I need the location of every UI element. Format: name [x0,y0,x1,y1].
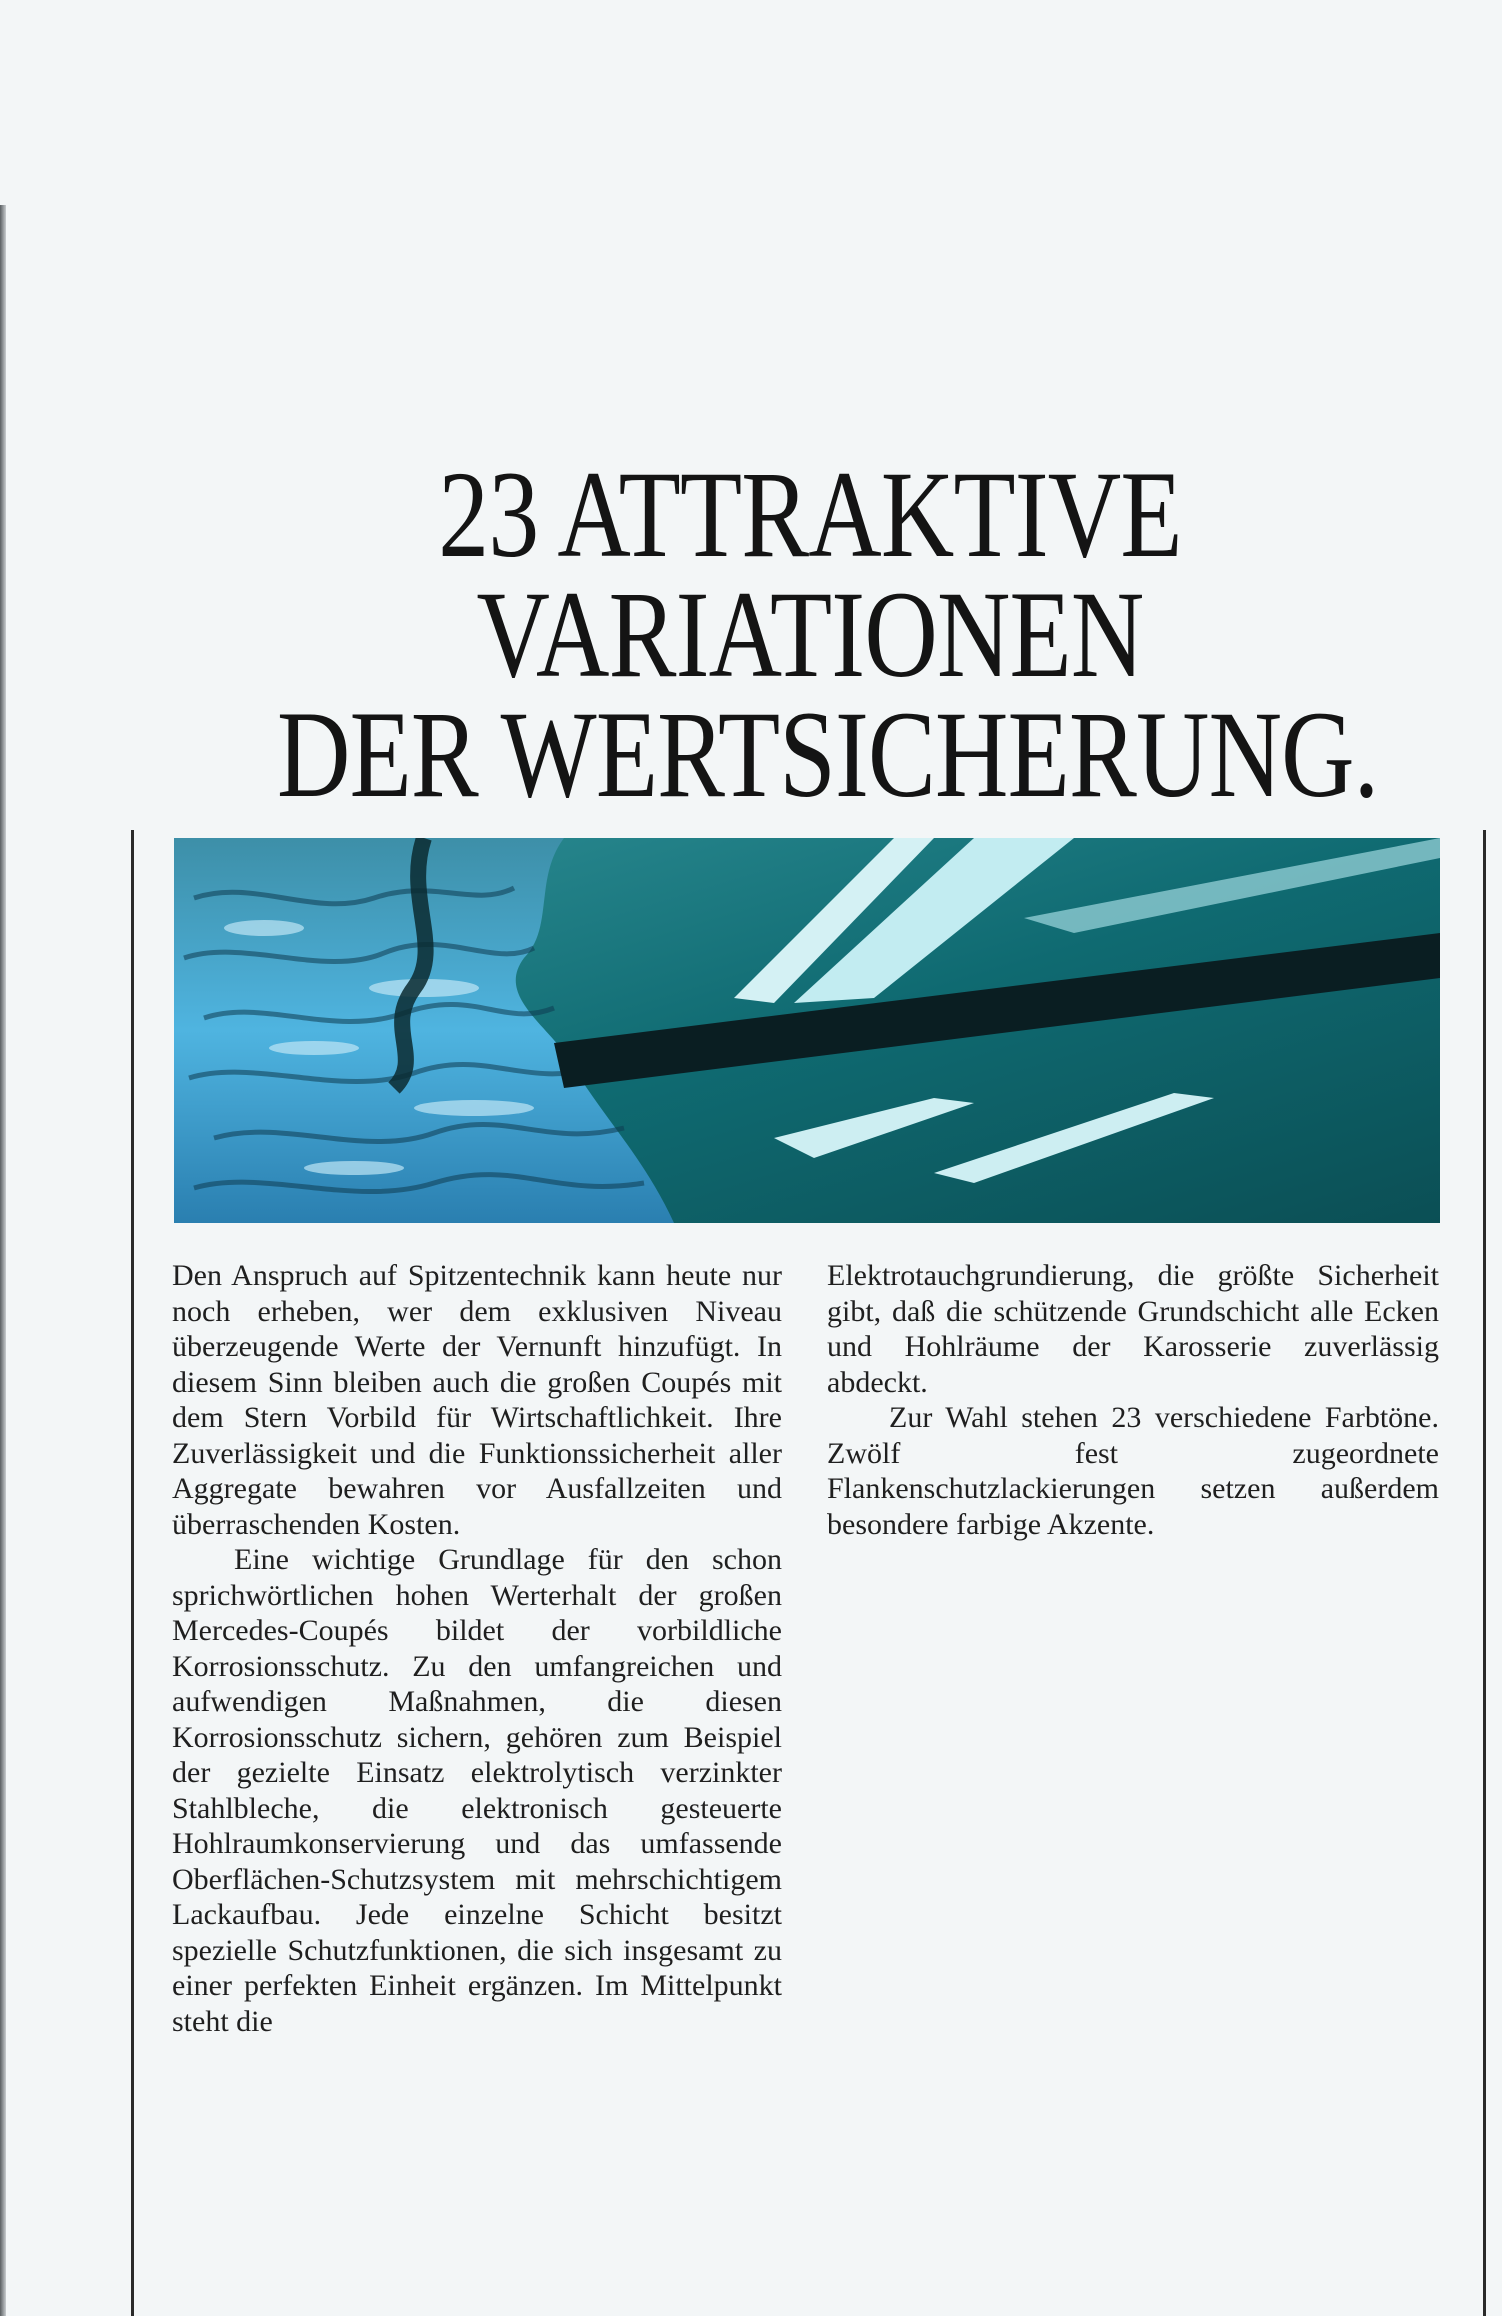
paragraph: Den Anspruch auf Spitzentechnik kann heute nur noch erheben, wer dem exklusiven Niveau überzeugende Werte der Vernunft hinzufügt. In diesem Sinn bleiben auch die großen Coupés mit dem Stern Vorbild für Wirtschaftlichkeit. Ihre Zuverlässigkeit und die Funktionssicherheit aller Aggregate bewahren vor Ausfallzeiten und überraschenden Kosten. [172,1259,782,1541]
left-rule [131,830,134,2316]
headline-line-3: DER WERTSICHERUNG. [277,686,1379,823]
paragraph: Eine wichtige Grundlage für den schon sprichwörtlichen hohen Werterhalt der großen Mercedes-Coupés bildet der vorbildliche Korrosionsschutz. Zu den umfangreichen und aufwendigen Maßnahmen, die diesen Korrosionsschutz sichern, gehören zum Beispiel der gezielte Einsatz elektrolytisch verzinkter Stahlbleche, die elektronisch gesteuerte Hohlraumkonservierung und das umfassende Oberflächen-Schutzsystem mit mehrschichtigem Lackaufbau. Jede einzelne Schicht besitzt spezielle Schutzfunktionen, die sich insgesamt zu einer perfekten Einheit ergänzen. Im Mittelpunkt steht die [172,1543,782,2038]
headline-line-1: 23 ATTRAKTIVE [438,446,1182,583]
page-spine [0,205,6,2316]
paragraph: Zur Wahl stehen 23 verschiedene Farbtöne. Zwölf fest zugeordnete Flankenschutzlackierungen setzen außerdem besondere farbige Akzente. [827,1401,1439,1541]
headline [277,446,1379,823]
text-column-right [827,1258,1439,1542]
paragraph: Elektrotauchgrundierung, die größte Sicherheit gibt, daß die schützende Grundschicht alle Ecken und Hohlräume der Karosserie zuverlässig abdeckt. [827,1259,1439,1399]
text-column-left [172,1258,782,2039]
car-body-reflection-image [174,838,1440,1223]
car-body-reflection-graphic [174,838,1440,1223]
right-rule [1483,830,1486,2316]
headline-line-2: VARIATIONEN [476,566,1144,703]
